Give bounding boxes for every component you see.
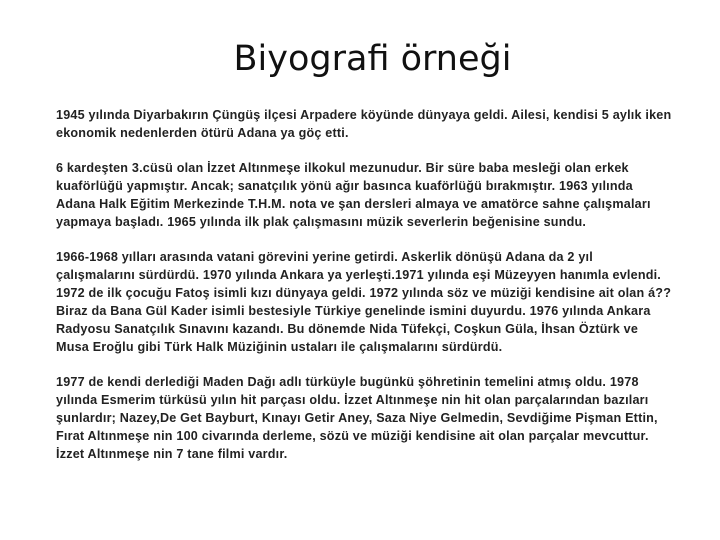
biography-paragraph-fame: 1977 de kendi derlediği Maden Dağı adlı türküyle bugünkü şöhretinin temelini atmış oldu. 1978 yılında Esmerim türküsü yılın hit parçası oldu. İzzet Altınmeşe nin hit olan parçalarından bazıları şunlardır; Nazey,De Get Bayburt, Kınayı Getir Aney, Saza Niye Gelmedin, Sevdiğime Pişman Ettin, Fırat Altınmeşe nin 100 civarında derleme, sözü ve müziği kendisine ait olan parçalar mevcuttur. İzzet Altınmeşe nin 7 tane filmi vardır. <box>56 375 658 461</box>
biography-paragraph-birth: 1945 yılında Diyarbakırın Çüngüş ilçesi Arpadere köyünde dünyaya geldi. Ailesi, kendisi 5 aylık iken ekonomik nedenlerden ötürü Adana ya göç etti. <box>56 108 672 140</box>
biography-text-block <box>56 106 672 463</box>
biography-paragraph-military-marriage: 1966-1968 yılları arasında vatani görevini yerine getirdi. Askerlik dönüşü Adana da 2 yıl çalışmalarını sürdürdü. 1970 yılında Ankara ya yerleşti.1971 yılında eşi Müzeyyen hanımla evlendi. 1972 de ilk çocuğu Fatoş isimli kızı dünyaya geldi. 1972 yılında söz ve müziği kendisine ait olan á??Biraz da Bana Gül Kader isimli bestesiyle Türkiye genelinde ismini duyurdu. 1976 yılında Ankara Radyosu Sanatçılık Sınavını kazandı. Bu dönemde Nida Tüfekçi, Coşkun Güla, İhsan Öztürk ve Musa Eroğlu gibi Türk Halk Müziğinin ustaları ile çalışmalarını sürdürdü. <box>56 250 672 354</box>
slide-title: Biyografi örneği <box>233 39 512 79</box>
biography-paragraph-early-career: 6 kardeşten 3.cüsü olan İzzet Altınmeşe ilkokul mezunudur. Bir süre baba mesleği olan erkek kuaförlüğü yapmıştır. Ancak; sanatçılık yönü ağır basınca kuaförlüğü bırakmıştır. 1963 yılında Adana Halk Eğitim Merkezinde T.H.M. nota ve şan dersleri almaya ve amatörce sahne çalışmaları yapmaya başladı. 1965 yılında ilk plak çalışmasını müzik severlerin beğenisine sundu. <box>56 161 651 229</box>
